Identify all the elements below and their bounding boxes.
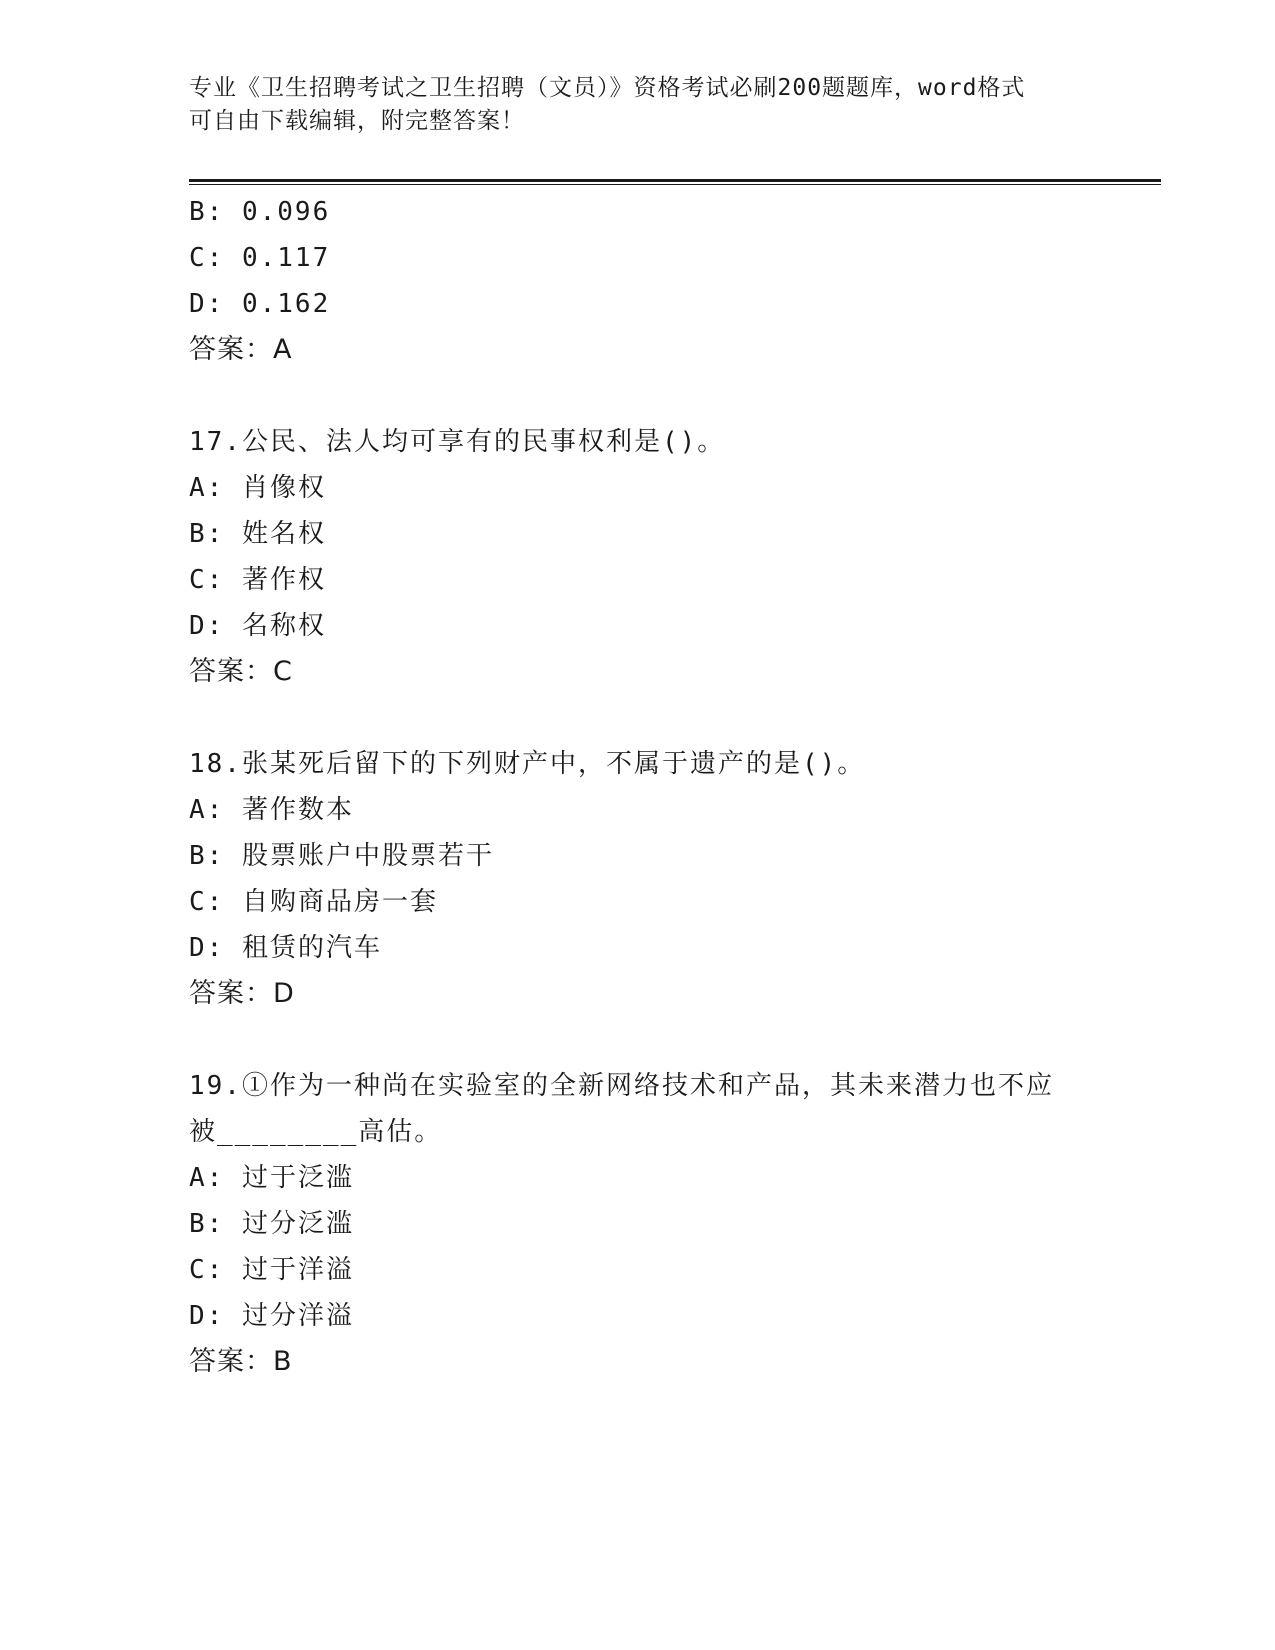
question-stem-line-2: 被________高估。 (189, 1117, 443, 1147)
answer: 答案：B (189, 1346, 293, 1377)
option-d: D: 过分洋溢 (189, 1301, 354, 1331)
option-b: B: 股票账户中股票若干 (189, 841, 494, 871)
option-b: B: 姓名权 (189, 519, 326, 549)
option-c: C: 著作权 (189, 565, 326, 595)
spacer (189, 1017, 1089, 1063)
option-a: A: 著作数本 (189, 795, 354, 825)
question-18 (189, 741, 1089, 1017)
answer: 答案：A (189, 334, 293, 365)
header-divider-thick (189, 179, 1161, 182)
document-header (189, 72, 1089, 138)
answer: 答案：D (189, 978, 295, 1009)
question-16 (189, 189, 1089, 373)
option-d: D: 租赁的汽车 (189, 933, 382, 963)
question-17 (189, 419, 1089, 695)
option-c: C: 0.117 (189, 243, 331, 273)
option-b: B: 过分泛滥 (189, 1209, 354, 1239)
question-list (189, 189, 1089, 1385)
option-c: C: 过于洋溢 (189, 1255, 354, 1285)
header-title-line-1: 专业《卫生招聘考试之卫生招聘（文员）》资格考试必刷200题题库，word格式 (189, 75, 1026, 101)
option-a: A: 肖像权 (189, 473, 326, 503)
option-b: B: 0.096 (189, 197, 331, 227)
option-a: A: 过于泛滥 (189, 1163, 354, 1193)
option-d: D: 名称权 (189, 611, 326, 641)
header-divider-thin (189, 184, 1161, 185)
question-stem: 17.公民、法人均可享有的民事权利是()。 (189, 427, 726, 457)
spacer (189, 373, 1089, 419)
answer: 答案：C (189, 656, 293, 687)
spacer (189, 695, 1089, 741)
question-19 (189, 1063, 1089, 1385)
option-c: C: 自购商品房一套 (189, 887, 438, 917)
question-stem: 18.张某死后留下的下列财产中，不属于遗产的是()。 (189, 749, 866, 779)
option-d: D: 0.162 (189, 289, 331, 319)
question-stem-line-1: 19.①作为一种尚在实验室的全新网络技术和产品，其未来潜力也不应 (189, 1071, 1054, 1101)
header-title-line-2: 可自由下载编辑，附完整答案！ (189, 108, 525, 134)
